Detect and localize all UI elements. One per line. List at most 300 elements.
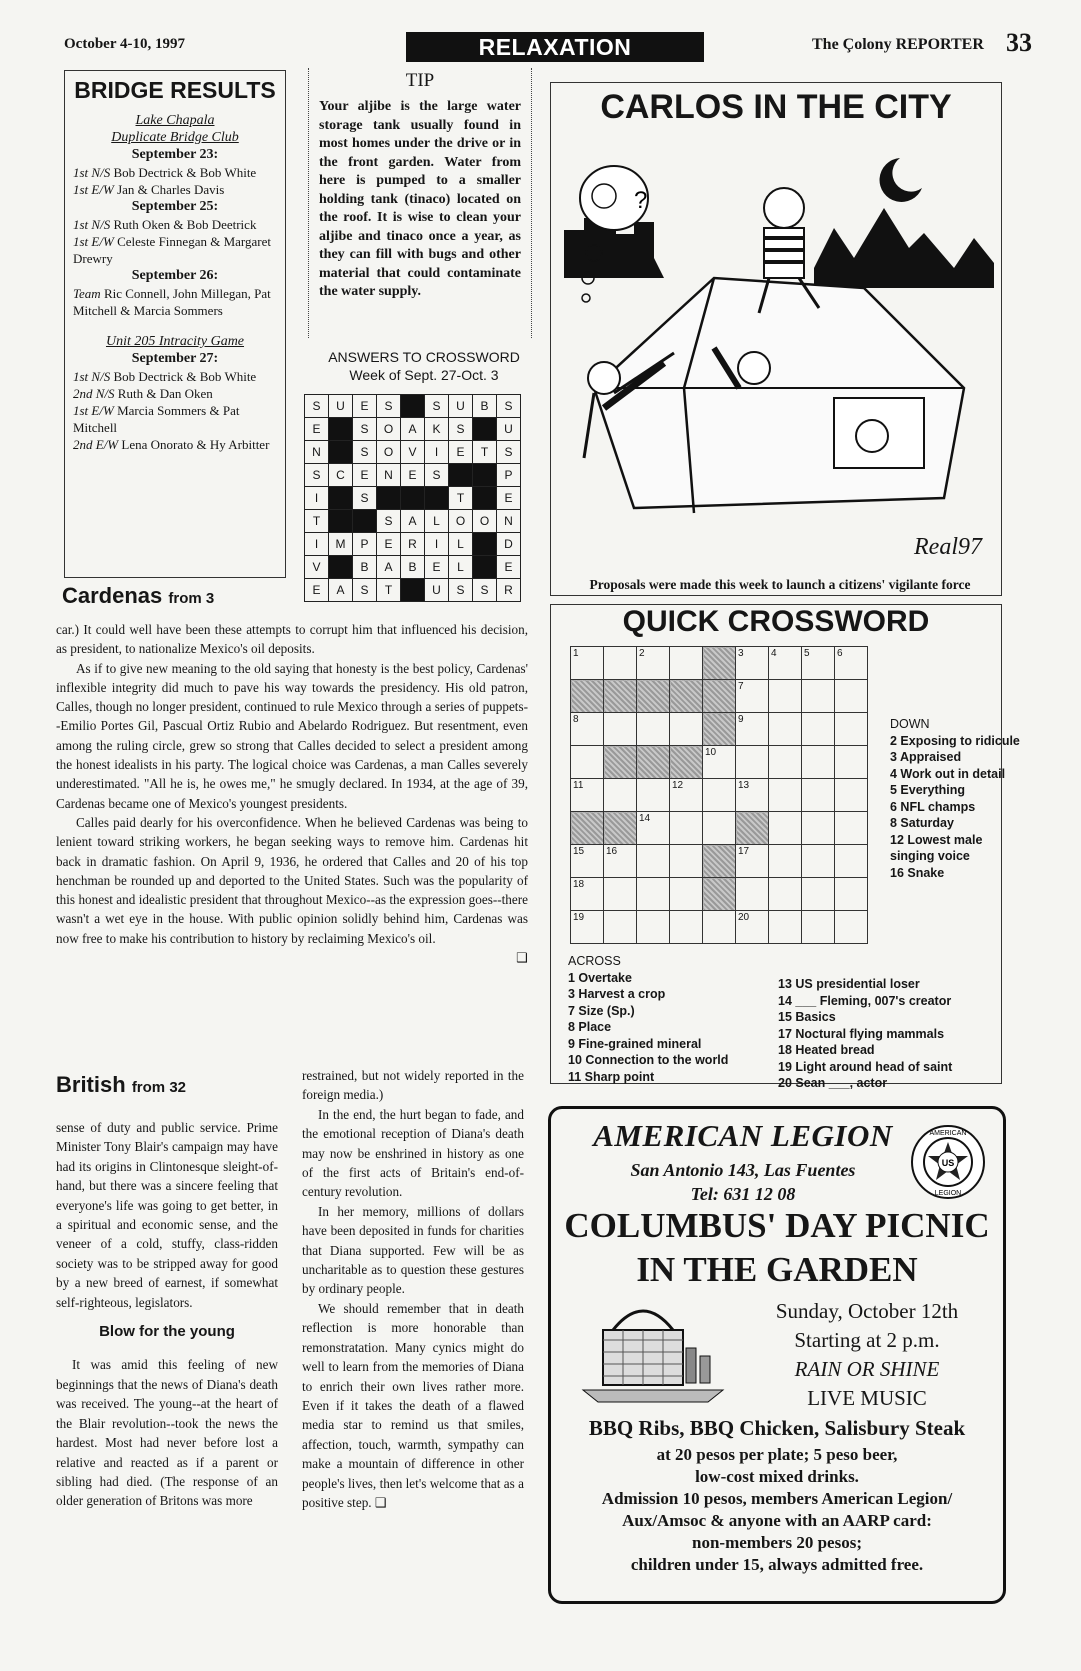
clue: 16 Snake	[890, 865, 945, 880]
black-cell	[604, 680, 637, 713]
grid-cell[interactable]	[736, 647, 769, 680]
clue: 9 Fine-grained mineral	[568, 1036, 702, 1051]
answer-cell: E	[425, 556, 449, 579]
answer-cell: M	[329, 533, 353, 556]
grid-row	[571, 713, 868, 746]
answer-cell: S	[305, 395, 329, 418]
grid-cell[interactable]	[769, 713, 802, 746]
grid-cell[interactable]	[571, 713, 604, 746]
black-cell	[329, 441, 353, 464]
answer-cell: S	[449, 579, 473, 602]
answers-title: ANSWERS TO CROSSWORD	[328, 349, 520, 365]
black-cell	[473, 464, 497, 487]
black-cell	[425, 487, 449, 510]
answer-cell: L	[425, 510, 449, 533]
down-clues	[890, 716, 1020, 881]
grid-cell[interactable]	[769, 647, 802, 680]
clue: 8 Saturday	[890, 816, 954, 830]
clue: 7 Size (Sp.)	[568, 1003, 635, 1018]
svg-text:LEGION: LEGION	[934, 1190, 962, 1197]
answer-cell: A	[401, 418, 425, 441]
grid-cell[interactable]	[604, 779, 637, 812]
answers-row	[305, 441, 521, 464]
grid-row	[571, 911, 868, 944]
result-line: 1st E/W Jan & Charles Davis	[73, 182, 225, 197]
answer-cell: E	[377, 533, 401, 556]
bridge-results-box	[64, 70, 286, 578]
black-cell	[401, 395, 425, 418]
answer-cell: U	[329, 395, 353, 418]
grid-cell[interactable]	[637, 845, 670, 878]
grid-cell[interactable]	[703, 812, 736, 845]
black-cell	[329, 510, 353, 533]
answer-cell: E	[497, 487, 521, 510]
grid-cell[interactable]	[571, 878, 604, 911]
cell-number: 14	[639, 813, 651, 824]
grid-cell[interactable]	[769, 845, 802, 878]
british-column-2	[302, 1066, 524, 1512]
black-cell	[449, 464, 473, 487]
grid-cell[interactable]	[835, 779, 868, 812]
bridge-title: BRIDGE RESULTS	[74, 77, 276, 103]
answer-cell: U	[449, 395, 473, 418]
answers-row	[305, 464, 521, 487]
black-cell	[703, 647, 736, 680]
cell-number: 20	[738, 912, 750, 923]
grid-row	[571, 812, 868, 845]
result-line: 2nd E/W Lena Onorato & Hy Arbitter	[73, 437, 270, 452]
price-line: low-cost mixed drinks.	[695, 1467, 859, 1486]
quick-crossword-title: QUICK CROSSWORD	[622, 605, 930, 638]
clue: 15 Basics	[778, 1010, 836, 1024]
black-cell	[377, 487, 401, 510]
grid-cell[interactable]	[769, 680, 802, 713]
answer-cell: A	[329, 579, 353, 602]
cell-number: 4	[771, 648, 777, 659]
article-paragraph: It was amid this feeling of new beginnings that the news of Diana's death was received. The young--at the heart of the Blair revolution--took the news the hardest. Most had never before lost a relative and reacted as if a parent or sibling had died. (The response of an older generation of Britons was more	[56, 1357, 278, 1509]
clue: 18 Heated bread	[778, 1043, 875, 1057]
event-time: Starting at 2 p.m.	[794, 1328, 940, 1352]
answers-subtitle: Week of Sept. 27-Oct. 3	[349, 367, 499, 383]
answer-cell: E	[353, 395, 377, 418]
answer-cell: S	[353, 579, 377, 602]
tip-box	[308, 68, 532, 338]
answer-cell: U	[425, 579, 449, 602]
article-paragraph: sense of duty and public service. Prime Minister Tony Blair's campaign may have had its origins in Clintonesque sleight-of-hand, but there was a sincere feeling that everyone's life was going to get better, in a spiritual and economic sense, and the veneer of a cold, stuffy, class-ridden society was to be stripped away for good by a new breed of earnest, if somewhat self-righteous, legislators.	[56, 1120, 278, 1310]
cell-number: 15	[573, 846, 585, 857]
clue: 2 Exposing to ridicule	[890, 733, 1020, 748]
price-line: Admission 10 pesos, members American Legion/	[601, 1489, 953, 1508]
answer-cell: U	[497, 418, 521, 441]
black-cell	[637, 680, 670, 713]
answer-cell: B	[353, 556, 377, 579]
event-music: LIVE MUSIC	[807, 1386, 927, 1410]
answer-cell: V	[305, 556, 329, 579]
down-heading: DOWN	[890, 717, 930, 731]
event-food: BBQ Ribs, BBQ Chicken, Salisbury Steak	[588, 1416, 966, 1440]
grid-cell[interactable]	[802, 713, 835, 746]
black-cell	[571, 812, 604, 845]
answer-cell: S	[425, 464, 449, 487]
grid-cell[interactable]	[571, 911, 604, 944]
issue-date: October 4-10, 1997	[64, 36, 185, 52]
cell-number: 1	[573, 648, 579, 659]
clue: 4 Work out in detail	[890, 766, 1006, 781]
newspaper-name: The Çolony REPORTER	[812, 36, 984, 53]
answer-cell: E	[401, 464, 425, 487]
result-line: 1st E/W Marcia Sommers & Pat Mitchell	[73, 403, 240, 435]
event-title-line-1: COLUMBUS' DAY PICNIC	[564, 1206, 990, 1245]
grid-cell[interactable]	[604, 878, 637, 911]
grid-cell[interactable]	[736, 878, 769, 911]
black-cell	[571, 680, 604, 713]
answer-cell: I	[305, 487, 329, 510]
result-date: September 23:	[131, 147, 219, 162]
grid-row	[571, 647, 868, 680]
grid-cell[interactable]	[703, 911, 736, 944]
grid-cell[interactable]	[736, 746, 769, 779]
clue: 8 Place	[568, 1020, 612, 1034]
grid-cell[interactable]	[802, 911, 835, 944]
ad-address: San Antonio 143, Las Fuentes	[630, 1160, 856, 1180]
black-cell	[473, 533, 497, 556]
cell-number: 19	[573, 912, 585, 923]
article-subheading: Blow for the young	[99, 1323, 235, 1341]
answers-row	[305, 533, 521, 556]
club-name: Lake Chapala	[135, 113, 215, 128]
across-clues	[568, 953, 788, 1085]
answer-cell: S	[449, 418, 473, 441]
article-paragraph: We should remember that in death reflection is more honorable than remonstratation. Many cynics might do well to learn from the memories of Diana to enrich their own lives rather more. Even if it takes the death of a flawed media star to remind us that smiles, affection, touch, warmth, sympathy can make a mountain of difference in other people's lives, then let's welcome that as a positive step. ❑	[302, 1300, 524, 1510]
answer-cell: I	[305, 533, 329, 556]
grid-cell[interactable]	[835, 746, 868, 779]
grid-cell[interactable]	[835, 878, 868, 911]
grid-cell[interactable]	[637, 878, 670, 911]
grid-cell[interactable]	[769, 812, 802, 845]
grid-cell[interactable]	[670, 647, 703, 680]
answers-row	[305, 418, 521, 441]
cell-number: 3	[738, 648, 744, 659]
svg-text:AMERICAN: AMERICAN	[929, 1130, 967, 1137]
answer-cell: I	[425, 441, 449, 464]
across-heading: ACROSS	[568, 954, 621, 968]
black-cell	[401, 487, 425, 510]
black-cell	[670, 680, 703, 713]
grid-cell[interactable]	[835, 647, 868, 680]
grid-cell[interactable]	[604, 713, 637, 746]
event-details	[736, 1297, 998, 1413]
result-date: September 26:	[131, 268, 219, 283]
answer-cell: L	[449, 556, 473, 579]
answer-cell: R	[401, 533, 425, 556]
grid-cell[interactable]	[670, 911, 703, 944]
price-line: at 20 pesos per plate; 5 peso beer,	[656, 1445, 898, 1464]
grid-cell[interactable]	[736, 911, 769, 944]
result-date: September 25:	[131, 199, 219, 214]
grid-cell[interactable]	[835, 812, 868, 845]
grid-cell[interactable]	[736, 779, 769, 812]
black-cell	[329, 556, 353, 579]
answer-cell: V	[401, 441, 425, 464]
clue: 5 Everything	[890, 783, 966, 797]
picnic-basket-icon	[578, 1290, 728, 1405]
cell-number: 2	[639, 648, 645, 659]
answer-cell: L	[449, 533, 473, 556]
grid-cell[interactable]	[604, 911, 637, 944]
answer-cell: N	[497, 510, 521, 533]
comic-caption: Proposals were made this week to launch a citizens' vigilante force	[589, 577, 971, 592]
answer-cell: P	[497, 464, 521, 487]
grid-cell[interactable]	[736, 845, 769, 878]
price-line: non-members 20 pesos;	[692, 1533, 862, 1552]
black-cell	[670, 746, 703, 779]
answer-cell: S	[473, 579, 497, 602]
grid-cell[interactable]	[637, 911, 670, 944]
price-line: children under 15, always admitted free.	[630, 1555, 924, 1574]
answer-cell: O	[473, 510, 497, 533]
black-cell	[703, 878, 736, 911]
answer-cell: O	[377, 418, 401, 441]
end-mark: ❑	[374, 1494, 387, 1510]
result-line: 1st N/S Bob Dectrick & Bob White	[73, 369, 257, 384]
clue: 14 ___ Fleming, 007's creator	[778, 993, 952, 1008]
answer-cell: S	[353, 487, 377, 510]
grid-cell[interactable]	[703, 746, 736, 779]
answer-cell: S	[353, 441, 377, 464]
clue: 13 US presidential loser	[778, 977, 920, 991]
clue: 17 Noctural flying mammals	[778, 1026, 945, 1041]
answer-cell: S	[305, 464, 329, 487]
tip-title: TIP	[405, 70, 435, 91]
answers-grid	[304, 394, 521, 602]
club-name: Unit 205 Intracity Game	[105, 334, 245, 349]
grid-cell[interactable]	[670, 713, 703, 746]
grid-cell[interactable]	[637, 647, 670, 680]
grid-row	[571, 845, 868, 878]
black-cell	[703, 713, 736, 746]
answers-row	[305, 556, 521, 579]
answer-cell: E	[497, 556, 521, 579]
black-cell	[329, 418, 353, 441]
answer-cell: S	[353, 418, 377, 441]
article-paragraph: Calles paid dearly for his overconfidence. When he believed Cardenas was being to lenient toward striking workers, he began seeking ways to remove him. Cardenas hit back in dramatic fashion. On April 9, 1936, he ordered that Calles and 20 of his top henchman be rounded up and deported to the United States. Such was the popularity of this honest and idealistic president that throughout Mexico--as the expression goes--there wasn't a wet eye in the house. With public opinion solidly behind him, Cardenas was now free to make his contribution to history by reclaiming Mexico's oil.	[56, 814, 528, 946]
grid-cell[interactable]	[736, 680, 769, 713]
answer-cell: T	[305, 510, 329, 533]
grid-cell[interactable]	[802, 680, 835, 713]
answer-cell: C	[329, 464, 353, 487]
answer-cell: T	[377, 579, 401, 602]
british-column-1	[56, 1118, 278, 1511]
grid-cell[interactable]	[802, 779, 835, 812]
grid-cell[interactable]	[802, 746, 835, 779]
cell-number: 7	[738, 681, 744, 692]
section-banner: RELAXATION	[406, 32, 704, 62]
british-headline: British from 32	[56, 1072, 186, 1097]
grid-cell[interactable]	[802, 647, 835, 680]
grid-cell[interactable]	[769, 878, 802, 911]
answer-cell: O	[449, 510, 473, 533]
grid-cell[interactable]	[571, 647, 604, 680]
grid-cell[interactable]	[703, 779, 736, 812]
grid-cell[interactable]	[604, 845, 637, 878]
result-line: 2nd N/S Ruth & Dan Oken	[73, 386, 213, 401]
grid-cell[interactable]	[835, 713, 868, 746]
answers-row	[305, 510, 521, 533]
grid-cell[interactable]	[637, 779, 670, 812]
answer-cell: R	[497, 579, 521, 602]
grid-cell[interactable]	[670, 845, 703, 878]
answers-row	[305, 579, 521, 602]
black-cell	[736, 812, 769, 845]
clue: 6 NFL champs	[890, 799, 976, 814]
cell-number: 12	[672, 780, 684, 791]
cell-number: 6	[837, 648, 843, 659]
grid-cell[interactable]	[802, 812, 835, 845]
answer-cell: I	[425, 533, 449, 556]
result-line: 1st N/S Ruth Oken & Bob Deetrick	[73, 217, 257, 232]
black-cell	[329, 487, 353, 510]
grid-cell[interactable]	[769, 779, 802, 812]
cell-number: 5	[804, 648, 810, 659]
cardenas-article	[56, 620, 528, 967]
answers-row	[305, 487, 521, 510]
grid-cell[interactable]	[835, 680, 868, 713]
black-cell	[637, 746, 670, 779]
grid-row	[571, 779, 868, 812]
event-weather: RAIN OR SHINE	[794, 1357, 940, 1381]
result-line: 1st E/W Celeste Finnegan & Margaret Drewry	[73, 234, 271, 266]
answer-cell: T	[449, 487, 473, 510]
grid-cell[interactable]	[670, 812, 703, 845]
cell-number: 11	[573, 780, 584, 791]
answer-cell: A	[377, 556, 401, 579]
cell-number: 13	[738, 780, 750, 791]
cell-number: 10	[705, 747, 717, 758]
black-cell	[353, 510, 377, 533]
cell-number: 18	[573, 879, 585, 890]
grid-row	[571, 680, 868, 713]
black-cell	[703, 845, 736, 878]
answer-cell: E	[305, 579, 329, 602]
grid-cell[interactable]	[571, 779, 604, 812]
clue: 10 Connection to the world	[568, 1053, 729, 1067]
answer-cell: S	[497, 395, 521, 418]
club-name-2: Duplicate Bridge Club	[111, 130, 239, 145]
event-date: Sunday, October 12th	[775, 1299, 959, 1323]
answer-cell: O	[377, 441, 401, 464]
comic-illustration	[564, 138, 994, 528]
grid-cell[interactable]	[802, 845, 835, 878]
across-clues-continued	[778, 976, 1008, 1092]
answer-cell: D	[497, 533, 521, 556]
ad-phone: Tel: 631 12 08	[690, 1184, 796, 1204]
clue: 3 Harvest a crop	[568, 987, 666, 1001]
clue: 3 Appraised	[890, 750, 962, 764]
answer-cell: E	[449, 441, 473, 464]
result-line: 1st N/S Bob Dectrick & Bob White	[73, 165, 257, 180]
answers-row	[305, 395, 521, 418]
grid-cell[interactable]	[571, 746, 604, 779]
cell-number: 16	[606, 846, 618, 857]
result-date: September 27:	[131, 351, 219, 366]
answer-cell: N	[305, 441, 329, 464]
grid-cell[interactable]	[736, 713, 769, 746]
black-cell	[473, 418, 497, 441]
page-number: 33	[1006, 28, 1032, 57]
black-cell	[401, 579, 425, 602]
grid-cell[interactable]	[769, 746, 802, 779]
black-cell	[604, 746, 637, 779]
grid-cell[interactable]	[571, 845, 604, 878]
answer-cell: P	[353, 533, 377, 556]
black-cell	[473, 487, 497, 510]
clue: 12 Lowest male singing voice	[890, 832, 983, 863]
event-prices	[548, 1444, 1006, 1576]
answer-cell: A	[401, 510, 425, 533]
clue: 20 Sean ___, actor	[778, 1076, 888, 1090]
comic-title: CARLOS IN THE CITY	[600, 88, 952, 126]
answer-cell: T	[473, 441, 497, 464]
svg-text:?: ?	[634, 187, 648, 214]
answer-cell: N	[377, 464, 401, 487]
cartoonist-signature: Real97	[914, 534, 982, 560]
clue: 19 Light around head of saint	[778, 1059, 953, 1074]
cardenas-headline: Cardenas from 3	[62, 583, 215, 608]
answer-cell: E	[353, 464, 377, 487]
article-paragraph: In her memory, millions of dollars have been deposited in funds for charities that Diana supported. Few will be as uncharitable as to question these gestures by ordinary people.	[302, 1203, 524, 1297]
black-cell	[604, 812, 637, 845]
answer-cell: B	[473, 395, 497, 418]
cell-number: 8	[573, 714, 579, 725]
black-cell	[703, 680, 736, 713]
answer-cell: E	[305, 418, 329, 441]
grid-cell[interactable]	[637, 812, 670, 845]
clue: 11 Sharp point	[568, 1069, 655, 1084]
cell-number: 9	[738, 714, 744, 725]
grid-row	[571, 746, 868, 779]
grid-cell[interactable]	[835, 845, 868, 878]
ad-title: AMERICAN LEGION	[593, 1118, 893, 1153]
grid-cell[interactable]	[604, 647, 637, 680]
result-line: Team Ric Connell, John Millegan, Pat Mitchell & Marcia Sommers	[73, 286, 271, 318]
grid-row	[571, 878, 868, 911]
article-paragraph: restrained, but not widely reported in the foreign media.)	[302, 1068, 524, 1103]
event-title-line-2: IN THE GARDEN	[636, 1250, 918, 1289]
grid-cell[interactable]	[637, 713, 670, 746]
grid-cell[interactable]	[670, 779, 703, 812]
grid-cell[interactable]	[835, 911, 868, 944]
clue: 1 Overtake	[568, 970, 632, 985]
end-mark: ❑	[516, 950, 528, 966]
black-cell	[473, 556, 497, 579]
answer-cell: B	[401, 556, 425, 579]
answer-cell: K	[425, 418, 449, 441]
article-paragraph: In the end, the hurt began to fade, and the emotional reception of Diana's death may now be enshrined in history as one of the first acts of Britain's end-of-century revolution.	[302, 1106, 524, 1200]
crossword-grid	[570, 646, 868, 944]
answer-cell: S	[377, 395, 401, 418]
grid-cell[interactable]	[802, 878, 835, 911]
legion-emblem-icon	[910, 1124, 986, 1200]
article-paragraph: car.) It could well have been these attempts to corrupt him that influenced his decision, as president, to nationalize Mexico's oil deposits.	[56, 622, 528, 657]
answer-cell: S	[425, 395, 449, 418]
grid-cell[interactable]	[769, 911, 802, 944]
article-paragraph: As if to give new meaning to the old saying that honesty is the best policy, Cardenas' inflexible integrity did much to pave his way towards the presidency. His old patron, Calles, though no longer president, continued to rule Mexico through a series of puppets--Emilio Portes Gil, Pascual Ortiz Rubio and Abelardo Rodriguez. But resentment, even among the ruling circle, grew so strong that Calles decided to select a president among the honest idealists in his party. The logical choice was Cardenas, a man Calles severely underestimated. "All he is, he owes me," he smugly declared. In 1934, at the age of 39, Cardenas became one of Mexico's youngest presidents.	[56, 660, 528, 811]
answer-cell: S	[497, 441, 521, 464]
answers-heading	[312, 348, 536, 384]
cell-number: 17	[738, 846, 750, 857]
grid-cell[interactable]	[670, 878, 703, 911]
answer-cell: S	[377, 510, 401, 533]
